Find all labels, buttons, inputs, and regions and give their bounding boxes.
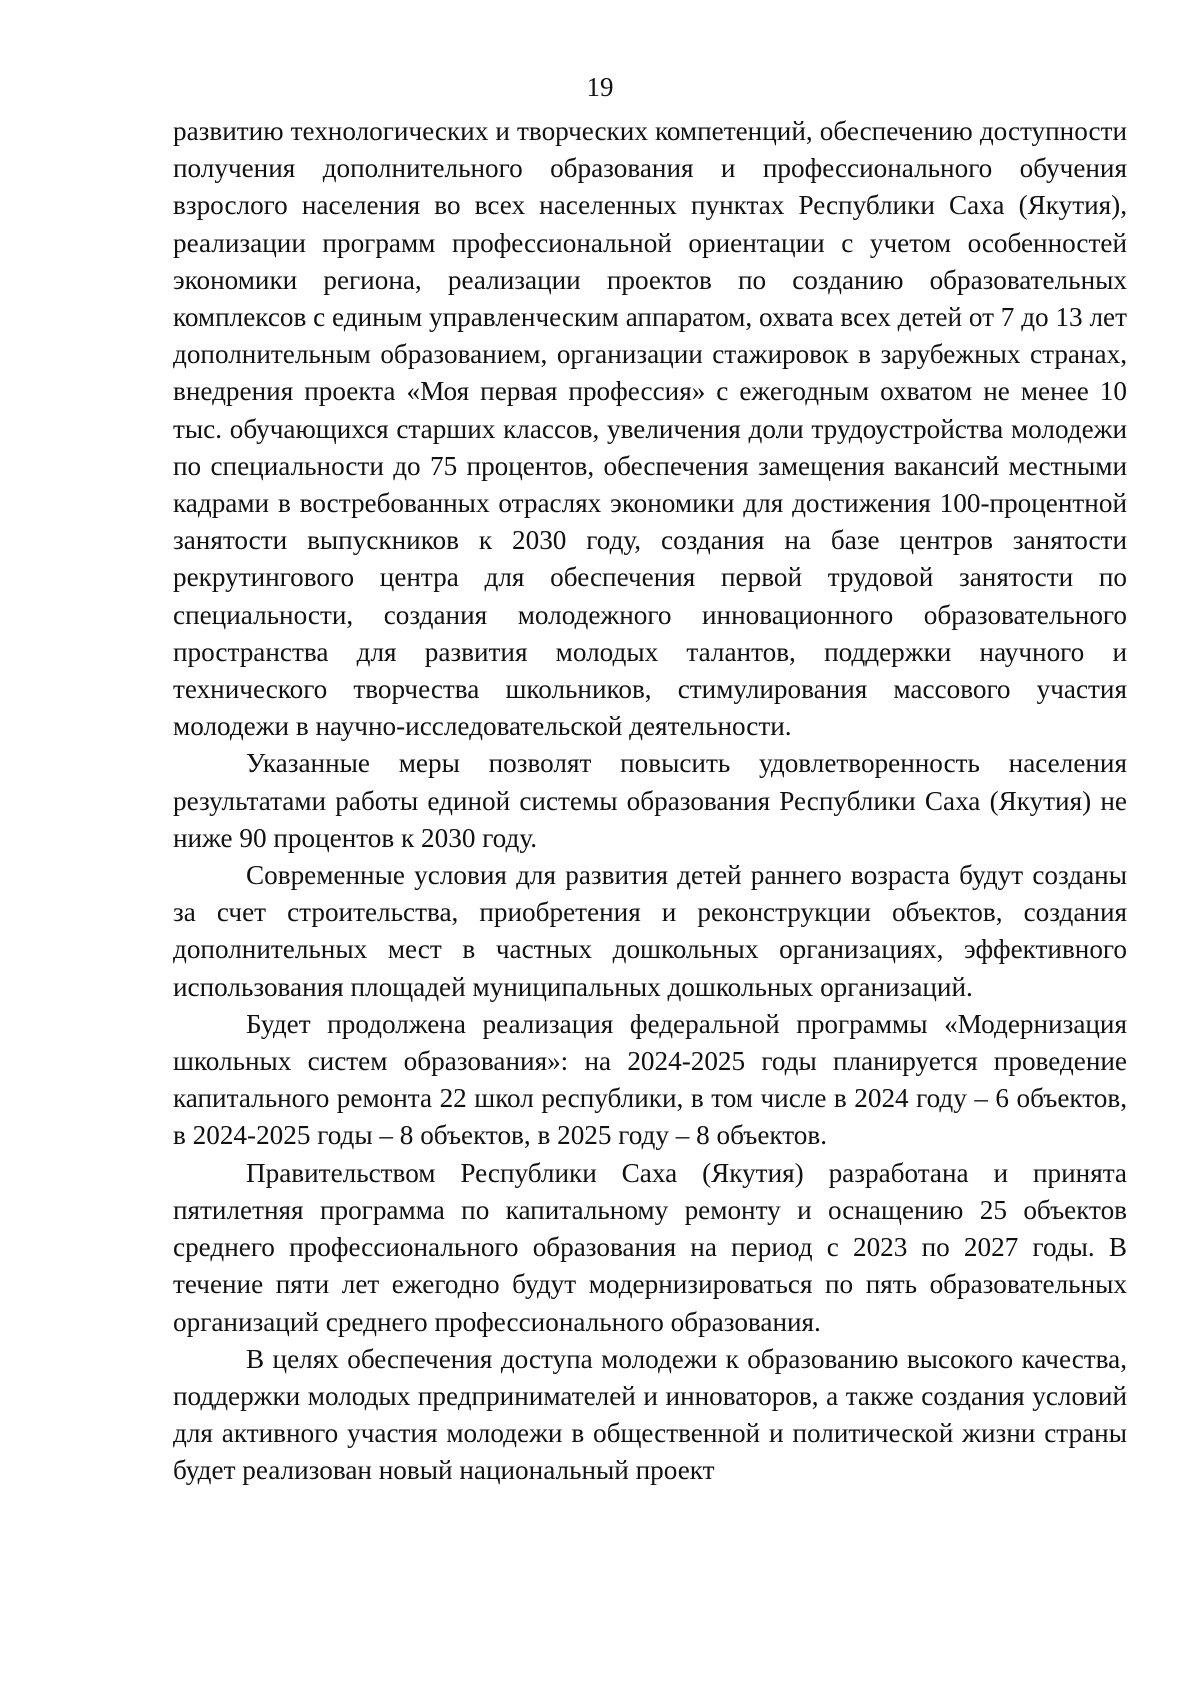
paragraph-satisfaction: Указанные меры позволят повысить удовлетворенность населения результатами работы единой системы образования Республики Саха (Якутия) не ниже 90 процентов к 2030 году. — [173, 748, 1127, 853]
paragraph-national-project: В целях обеспечения доступа молодежи к образованию высокого качества, поддержки молодых предпринимателей и инноваторов, а также создания условий для активного участия молодежи в общественной и политической жизни страны будет реализован новый национальный проект — [173, 1343, 1127, 1486]
paragraph-vocational-program: Правительством Республики Саха (Якутия) разработана и принята пятилетняя программа по капитальному ремонту и оснащению 25 объектов среднего профессионального образования на период с 2023 по 2027 годы. В течение пяти лет ежегодно будут модернизироваться по пять образовательных организаций среднего профессионального образования. — [173, 1157, 1127, 1337]
document-body — [173, 113, 1127, 1490]
page-number: 19 — [586, 72, 614, 102]
paragraph-early-childhood: Современные условия для развития детей раннего возраста будут созданы за счет строительства, приобретения и реконструкции объектов, создания дополнительных мест в частных дошкольных организациях, эффективного использования площадей муниципальных дошкольных организаций. — [173, 860, 1127, 1002]
paragraph-school-modernization: Будет продолжена реализация федеральной программы «Модернизация школьных систем образования»: на 2024-2025 годы планируется проведение капитального ремонта 22 школ республики, в том числе в 2024 году – 6 объектов, в 2024-2025 годы – 8 объектов, в 2025 году – 8 объектов. — [173, 1008, 1127, 1151]
paragraph-continuation: развитию технологических и творческих компетенций, обеспечению доступности получения дополнительного образования и профессионального обучения взрослого населения во всех населенных пунктах Республики Саха (Якутия), реализации программ профессиональной ориентации с учетом особенностей экономики региона, реализации проектов по созданию образовательных комплексов с единым управленческим аппаратом, охвата всех детей от 7 до 13 лет дополнительным образованием, организации стажировок в зарубежных странах, внедрения проекта «Моя первая профессия» с ежегодным охватом не менее 10 тыс. обучающихся старших классов, увеличения доли трудоустройства молодежи по специальности до 75 процентов, обеспечения замещения вакансий местными кадрами в востребованных отраслях экономики для достижения 100-процентной занятости выпускников к 2030 году, создания на базе центров занятости рекрутингового центра для обеспечения первой трудовой занятости по специальности, создания молодежного инновационного образовательного пространства для развития молодых талантов, поддержки научного и технического творчества школьников, стимулирования массового участия молодежи в научно-исследовательской деятельности. — [173, 116, 1127, 742]
